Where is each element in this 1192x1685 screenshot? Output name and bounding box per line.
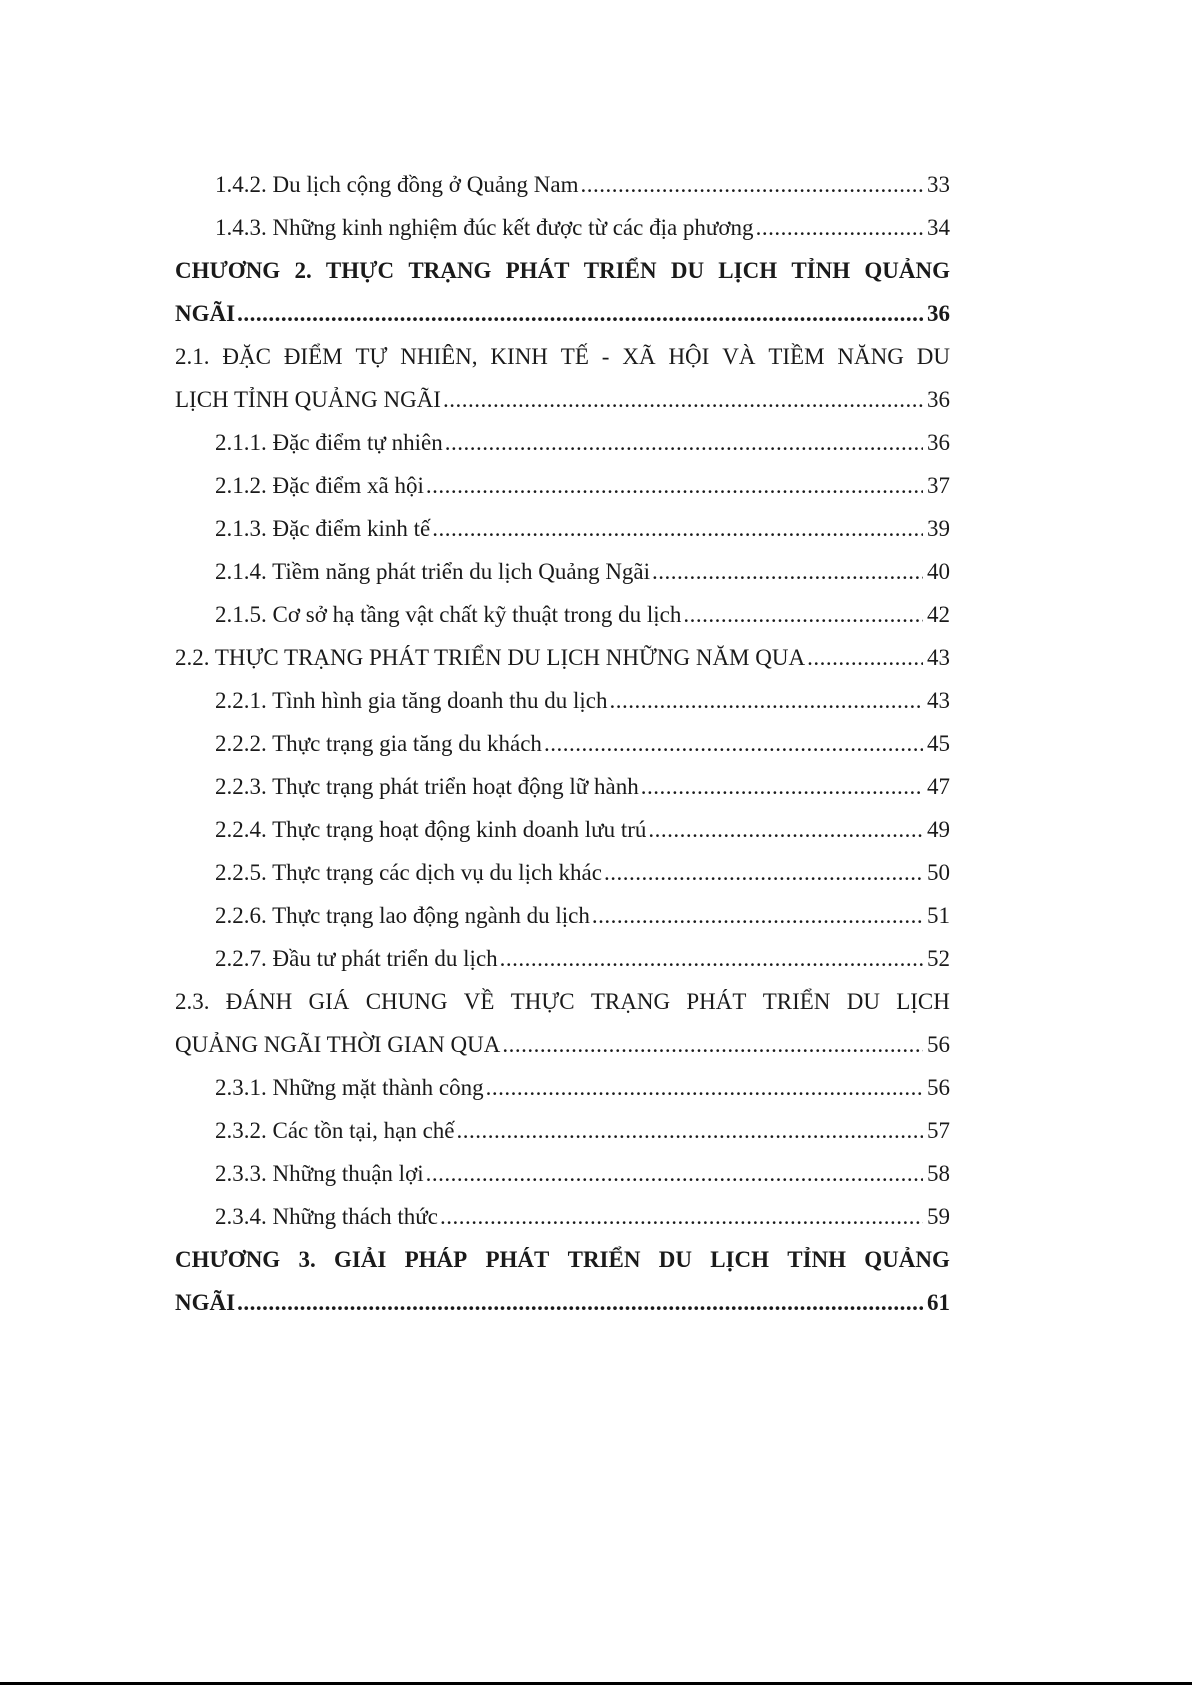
toc-entry-2-2-5 — [175, 851, 950, 894]
dot-leader — [592, 894, 923, 937]
toc-section-2-1-line-1 — [175, 335, 950, 378]
word: 3. — [298, 1247, 316, 1272]
toc-entry-page: 33 — [927, 172, 950, 197]
word: THỰC — [510, 989, 575, 1014]
word: QUẢNG — [864, 258, 950, 283]
toc-entry-title: NGÃI — [175, 1290, 236, 1315]
dot-leader — [500, 937, 923, 980]
word: TRẠNG — [590, 989, 671, 1014]
toc-entry-page: 51 — [927, 903, 950, 928]
table-of-contents — [175, 163, 950, 1324]
dot-leader — [756, 206, 923, 249]
dot-leader — [440, 1195, 923, 1238]
toc-entry-title: 2.2.2. Thực trạng gia tăng du khách — [215, 731, 542, 756]
dot-leader — [426, 1152, 923, 1195]
toc-entry-title: 2.2.7. Đầu tư phát triển du lịch — [215, 946, 498, 971]
dot-leader — [581, 163, 924, 206]
toc-entry-2-3-1 — [175, 1066, 950, 1109]
dot-leader — [457, 1109, 923, 1152]
toc-entry-page: 61 — [927, 1290, 950, 1315]
word: KINH — [490, 344, 548, 369]
word: PHÁT — [686, 989, 747, 1014]
toc-entry-title: 2.1.2. Đặc điểm xã hội — [215, 473, 424, 498]
word: DU — [658, 1247, 692, 1272]
toc-entry-page: 36 — [927, 430, 950, 455]
toc-entry-1-4-2 — [175, 163, 950, 206]
word: QUẢNG — [864, 1247, 950, 1272]
word: DU — [670, 258, 705, 283]
word: 2. — [294, 258, 312, 283]
toc-entry-title: 2.3.4. Những thách thức — [215, 1204, 438, 1229]
word: PHÁT — [505, 258, 570, 283]
dot-leader — [807, 636, 923, 679]
toc-entry-page: 39 — [927, 516, 950, 541]
toc-entry-2-1-5 — [175, 593, 950, 636]
word: GIẢI — [333, 1247, 387, 1272]
word: LỊCH — [710, 1247, 769, 1272]
toc-entry-title: 2.1.4. Tiềm năng phát triển du lịch Quảng Ngãi — [215, 559, 651, 584]
word: 2.3. — [175, 989, 210, 1014]
word: NĂNG — [837, 344, 904, 369]
word: DU — [846, 989, 880, 1014]
dot-leader — [426, 464, 923, 507]
word: TRIỂN — [583, 258, 657, 283]
toc-entry-2-1-2 — [175, 464, 950, 507]
dot-leader — [486, 1066, 923, 1109]
word: DU — [916, 344, 950, 369]
toc-entry-title: 2.2. THỰC TRẠNG PHÁT TRIỂN DU LỊCH NHỮNG NĂM QUA — [175, 645, 806, 670]
toc-entry-2-3-3 — [175, 1152, 950, 1195]
dot-leader — [609, 679, 923, 722]
word: ĐÁNH — [225, 989, 293, 1014]
toc-entry-page: 56 — [927, 1032, 950, 1057]
word: TIỀM — [768, 344, 825, 369]
toc-chapter-3-line-2 — [175, 1281, 950, 1324]
toc-entry-title: 1.4.3. Những kinh nghiệm đúc kết được từ các địa phương — [215, 215, 754, 240]
word: PHÁP — [404, 1247, 468, 1272]
toc-entry-page: 47 — [927, 774, 950, 799]
toc-entry-2-2-4 — [175, 808, 950, 851]
toc-entry-page: 43 — [927, 688, 950, 713]
word: XÃ — [622, 344, 656, 369]
word: THỰC — [325, 258, 395, 283]
toc-entry-title: 2.3.2. Các tồn tại, hạn chế — [215, 1118, 455, 1143]
toc-entry-title: 1.4.2. Du lịch cộng đồng ở Quảng Nam — [215, 172, 579, 197]
toc-entry-page: 59 — [927, 1204, 950, 1229]
toc-entry-page: 52 — [927, 946, 950, 971]
toc-entry-page: 42 — [927, 602, 950, 627]
toc-chapter-2-line-1 — [175, 249, 950, 292]
dot-leader — [604, 851, 923, 894]
toc-entry-title: QUẢNG NGÃI THỜI GIAN QUA — [175, 1032, 501, 1057]
toc-chapter-2-line-2 — [175, 292, 950, 335]
dot-leader — [432, 507, 923, 550]
toc-entry-title: LỊCH TỈNH QUẢNG NGÃI — [175, 387, 441, 412]
toc-entry-page: 34 — [927, 215, 950, 240]
dot-leader — [445, 421, 923, 464]
toc-entry-page: 56 — [927, 1075, 950, 1100]
toc-section-2-3-line-1 — [175, 980, 950, 1023]
word: LỊCH — [896, 989, 950, 1014]
toc-entry-title: 2.2.5. Thực trạng các dịch vụ du lịch khác — [215, 860, 602, 885]
toc-entry-title: 2.1.1. Đặc điểm tự nhiên — [215, 430, 443, 455]
word: ĐIỂM — [283, 344, 343, 369]
dot-leader — [652, 550, 923, 593]
word: PHÁT — [485, 1247, 550, 1272]
toc-chapter-3-line-1 — [175, 1238, 950, 1281]
word: TRẠNG — [408, 258, 492, 283]
toc-entry-2-3-4 — [175, 1195, 950, 1238]
toc-entry-2-1-1 — [175, 421, 950, 464]
toc-entry-2-2-2 — [175, 722, 950, 765]
toc-entry-2-2-3 — [175, 765, 950, 808]
word: TRIỂN — [762, 989, 831, 1014]
dot-leader — [237, 1281, 923, 1324]
toc-entry-2-1-3 — [175, 507, 950, 550]
toc-section-2-1-line-2 — [175, 378, 950, 421]
toc-section-2-3-line-2 — [175, 1023, 950, 1066]
word: NHIÊN, — [400, 344, 478, 369]
toc-entry-page: 36 — [927, 301, 950, 326]
word: TRIỂN — [567, 1247, 641, 1272]
dot-leader — [641, 765, 923, 808]
dot-leader — [544, 722, 923, 765]
toc-entry-1-4-3 — [175, 206, 950, 249]
toc-entry-title: NGÃI — [175, 301, 236, 326]
toc-entry-2-3-2 — [175, 1109, 950, 1152]
toc-entry-title: 2.3.3. Những thuận lợi — [215, 1161, 424, 1186]
word: ĐẶC — [222, 344, 271, 369]
toc-entry-page: 50 — [927, 860, 950, 885]
toc-entry-page: 49 — [927, 817, 950, 842]
word: CHƯƠNG — [175, 1247, 281, 1272]
toc-entry-page: 43 — [927, 645, 950, 670]
toc-entry-2-1-4 — [175, 550, 950, 593]
dot-leader — [648, 808, 923, 851]
toc-entry-title: 2.2.3. Thực trạng phát triển hoạt động lữ hành — [215, 774, 639, 799]
toc-section-2-2 — [175, 636, 950, 679]
toc-entry-title: 2.2.6. Thực trạng lao động ngành du lịch — [215, 903, 590, 928]
word: VỀ — [463, 989, 495, 1014]
dot-leader — [683, 593, 923, 636]
toc-entry-page: 45 — [927, 731, 950, 756]
toc-entry-title: 2.2.4. Thực trạng hoạt động kinh doanh lưu trú — [215, 817, 647, 842]
toc-entry-title: 2.1.3. Đặc điểm kinh tế — [215, 516, 431, 541]
toc-entry-title: 2.1.5. Cơ sở hạ tầng vật chất kỹ thuật trong du lịch — [215, 602, 682, 627]
dot-leader — [237, 292, 923, 335]
word: - — [601, 344, 610, 369]
toc-entry-page: 37 — [927, 473, 950, 498]
toc-entry-page: 57 — [927, 1118, 950, 1143]
toc-entry-title: 2.3.1. Những mặt thành công — [215, 1075, 484, 1100]
word: TỈNH — [787, 1247, 847, 1272]
word: HỘI — [668, 344, 710, 369]
toc-entry-page: 40 — [927, 559, 950, 584]
dot-leader — [443, 378, 923, 421]
toc-entry-2-2-7 — [175, 937, 950, 980]
dot-leader — [502, 1023, 923, 1066]
word: VÀ — [722, 344, 756, 369]
word: CHUNG — [365, 989, 448, 1014]
word: TỰ — [355, 344, 388, 369]
toc-entry-page: 36 — [927, 387, 950, 412]
word: 2.1. — [175, 344, 210, 369]
word: LỊCH — [718, 258, 778, 283]
word: GIÁ — [308, 989, 350, 1014]
word: TỈNH — [791, 258, 851, 283]
word: TẾ — [560, 344, 589, 369]
toc-entry-title: 2.2.1. Tình hình gia tăng doanh thu du lịch — [215, 688, 608, 713]
toc-entry-2-2-6 — [175, 894, 950, 937]
toc-entry-page: 58 — [927, 1161, 950, 1186]
word: CHƯƠNG — [175, 258, 281, 283]
toc-entry-2-2-1 — [175, 679, 950, 722]
